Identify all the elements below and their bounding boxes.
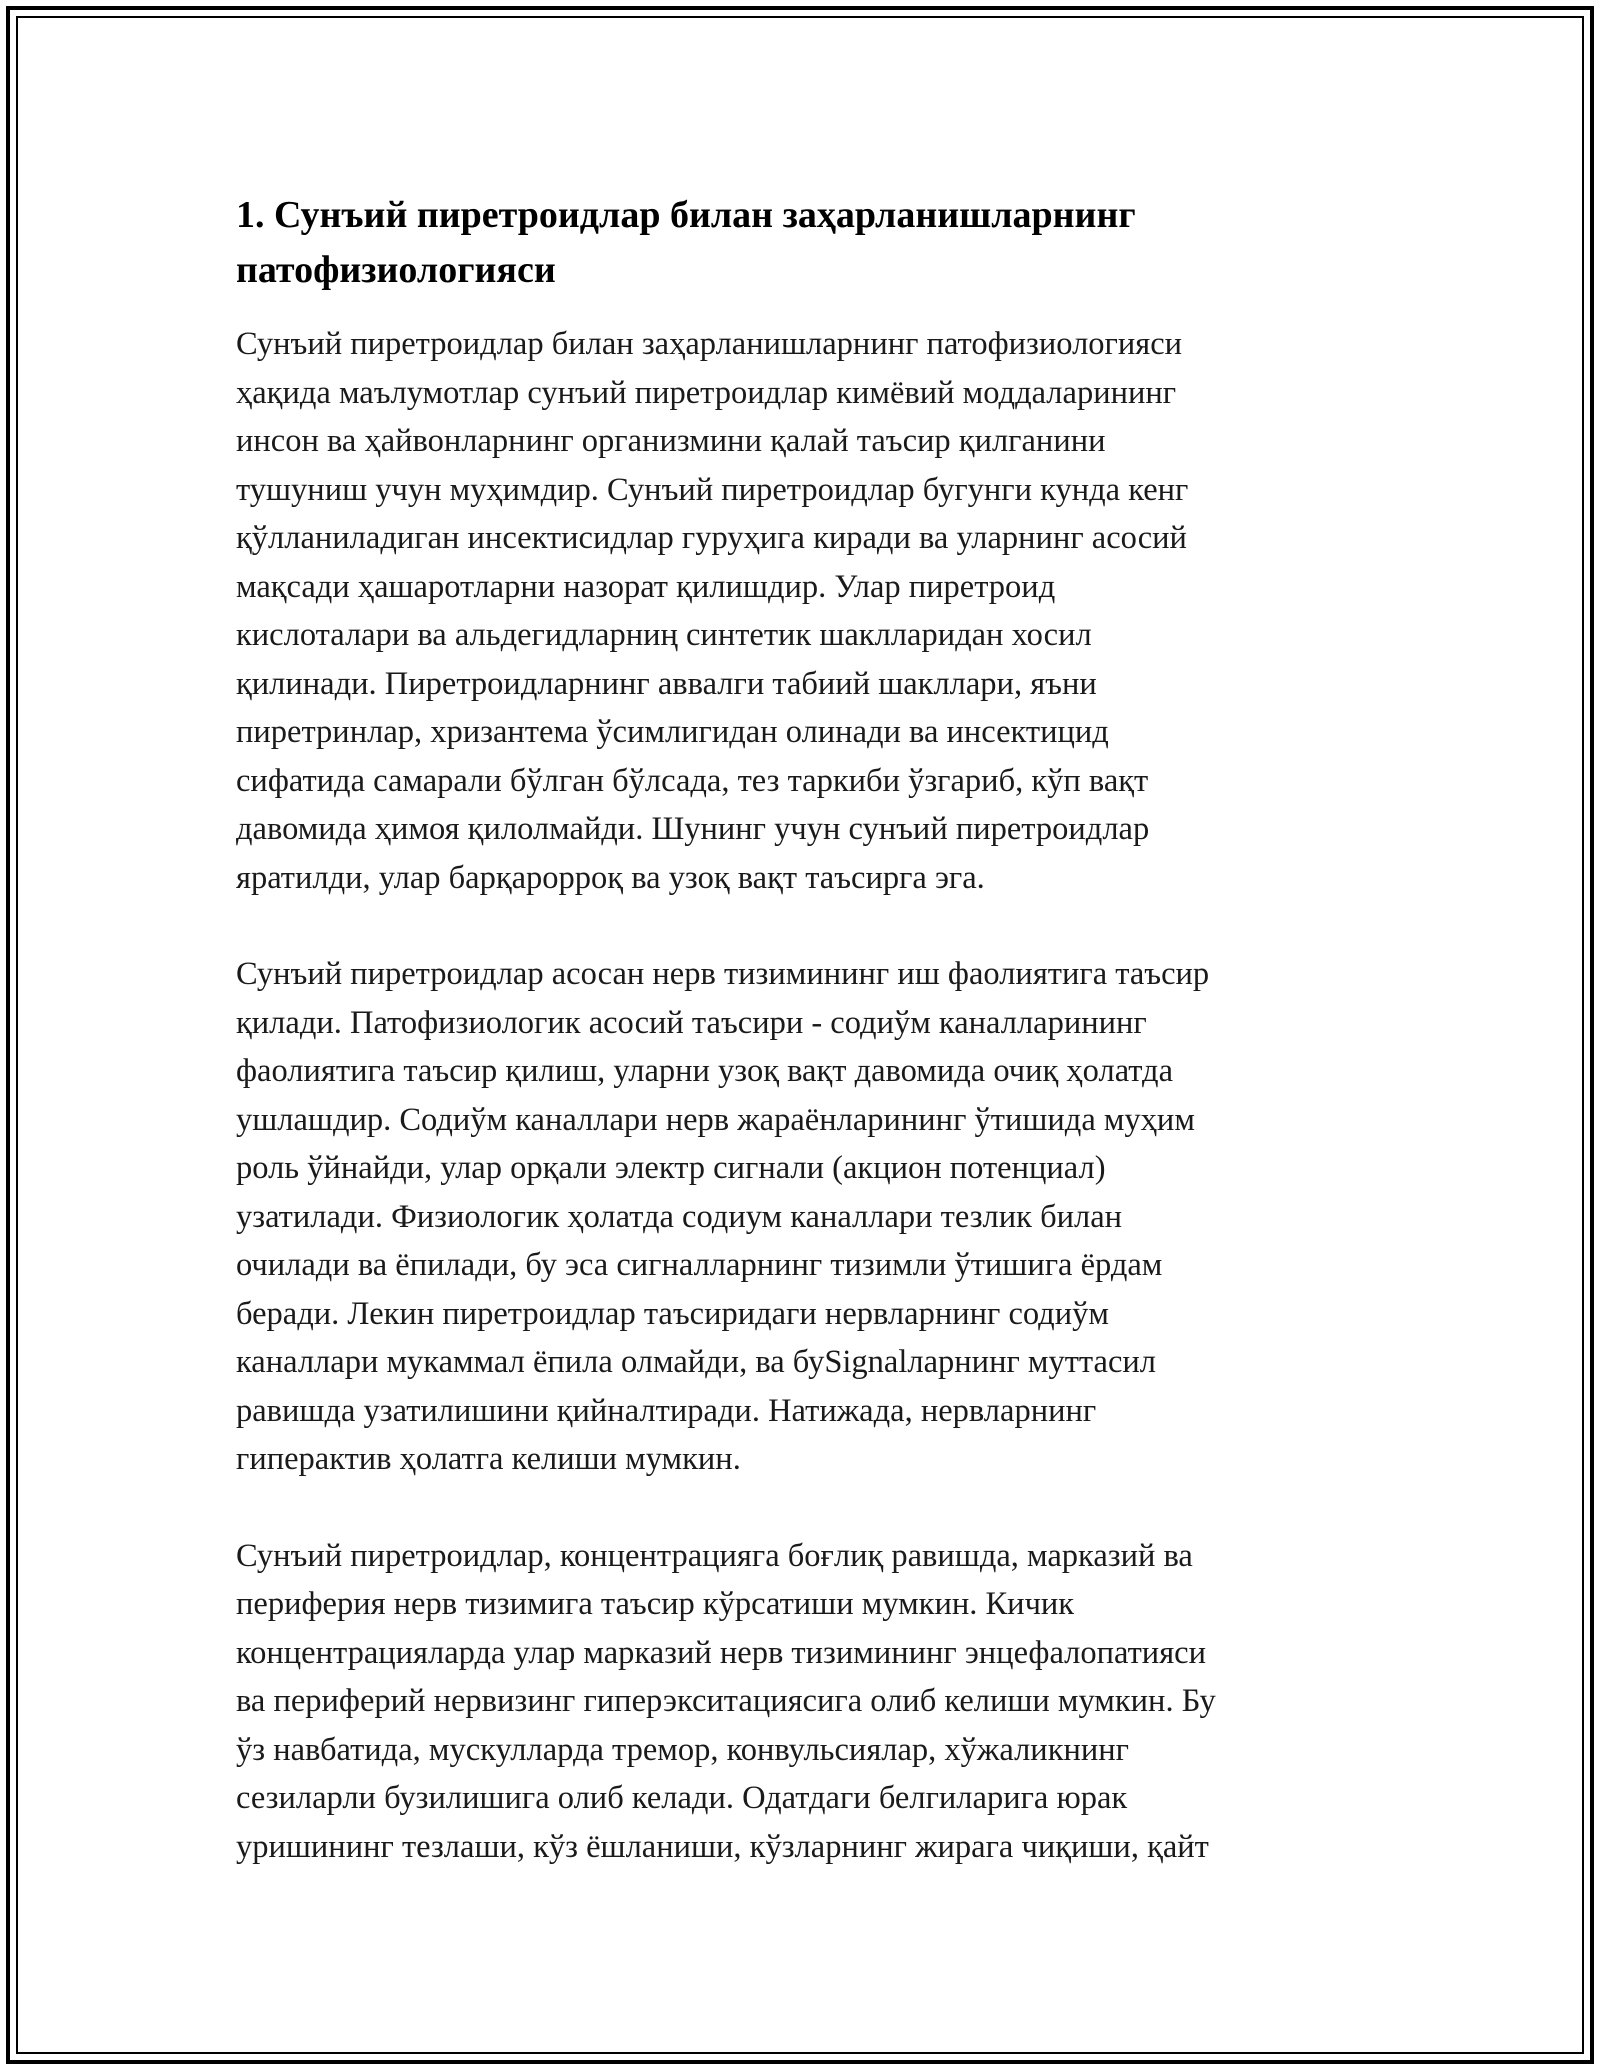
paragraph-1 — [236, 320, 1356, 902]
text-line: кислоталари ва альдегидларниң синтетик шаклларидан хосил — [236, 617, 1092, 653]
text-line: беради. Лекин пиретроидлар таъсиридаги нервларнинг содиўм — [236, 1295, 1109, 1332]
text-line: ва периферий нервизинг гиперэкситациясига олиб келиши мумкин. Бу — [236, 1683, 1216, 1719]
text-line: ҳақида маълумотлар сунъий пиретроидлар кимёвий моддаларининг — [236, 374, 1177, 411]
section-heading — [236, 188, 1356, 298]
text-line: периферия нерв тизимига таъсир кўрсатиши мумкин. Кичик — [236, 1586, 1075, 1622]
text-line: яратилди, улар барқарорроқ ва узоқ вақт таъсирга эга. — [236, 859, 985, 896]
paragraph-3 — [236, 1532, 1356, 1872]
text-line: уришининг тезлаши, кўз ёшланиши, кўзларнинг жирага чиқиши, қайт — [236, 1828, 1209, 1865]
heading-line: патофизиологияси — [236, 249, 556, 291]
text-line: ушлашдир. Содиўм каналлари нерв жараёнларининг ўтишида муҳим — [236, 1101, 1195, 1138]
text-line: Сунъий пиретроидлар билан заҳарланишларнинг патофизиологияси — [236, 326, 1183, 362]
text-line: роль ўйнайди, улар орқали электр сигнали (акцион потенциал) — [236, 1150, 1106, 1186]
text-line: Сунъий пиретроидлар, концентрацияга боғлиқ равишда, марказий ва — [236, 1537, 1193, 1574]
text-line: каналлари мукаммал ёпила олмайди, ва буSignalларнинг муттасил — [236, 1344, 1156, 1380]
heading-line: 1. Сунъий пиретроидлар билан заҳарланишларнинг — [236, 194, 1136, 236]
text-line: сифатида самарали бўлган бўлсада, тез таркиби ўзгариб, кўп вақт — [236, 762, 1149, 799]
text-line: тушуниш учун муҳимдир. Сунъий пиретроидлар бугунги кунда кенг — [236, 471, 1189, 508]
text-line: фаолиятига таъсир қилиш, уларни узоқ вақт давомида очиқ ҳолатда — [236, 1053, 1174, 1089]
text-line: концентрацияларда улар марказий нерв тизимининг энцефалопатияси — [236, 1634, 1206, 1671]
text-line: қилинади. Пиретроидларнинг аввалги табиий шакллари, яъни — [236, 665, 1097, 702]
text-line: равишда узатилишини қийналтиради. Натижада, нервларнинг — [236, 1392, 1097, 1429]
text-line: узатилади. Физиологик ҳолатда содиум каналлари тезлик билан — [236, 1198, 1123, 1235]
text-line: мақсади ҳашаротларни назорат қилишдир. Улар пиретроид — [236, 568, 1056, 605]
document-body — [236, 188, 1356, 1919]
text-line: сезиларли бузилишига олиб келади. Одатдаги белгиларига юрак — [236, 1780, 1128, 1816]
text-line: қилади. Патофизиологик асосий таъсири - содиўм каналларининг — [236, 1004, 1147, 1041]
text-line: гиперактив ҳолатга келиши мумкин. — [236, 1441, 741, 1477]
text-line: очилади ва ёпилади, бу эса сигналларнинг тизимли ўтишига ёрдам — [236, 1247, 1163, 1283]
text-line: инсон ва ҳайвонларнинг организмини қалай таъсир қилганини — [236, 423, 1106, 459]
text-line: Сунъий пиретроидлар асосан нерв тизимининг иш фаолиятига таъсир — [236, 956, 1210, 992]
text-line: пиретринлар, хризантема ўсимлигидан олинади ва инсектицид — [236, 714, 1109, 750]
text-line: давомида ҳимоя қилолмайди. Шунинг учун сунъий пиретроидлар — [236, 811, 1150, 847]
paragraph-2 — [236, 950, 1356, 1484]
text-line: ўз навбатида, мускулларда тремор, конвульсиялар, хўжаликнинг — [236, 1731, 1129, 1768]
text-line: қўлланиладиган инсектисидлар гуруҳига киради ва уларнинг асосий — [236, 520, 1187, 556]
